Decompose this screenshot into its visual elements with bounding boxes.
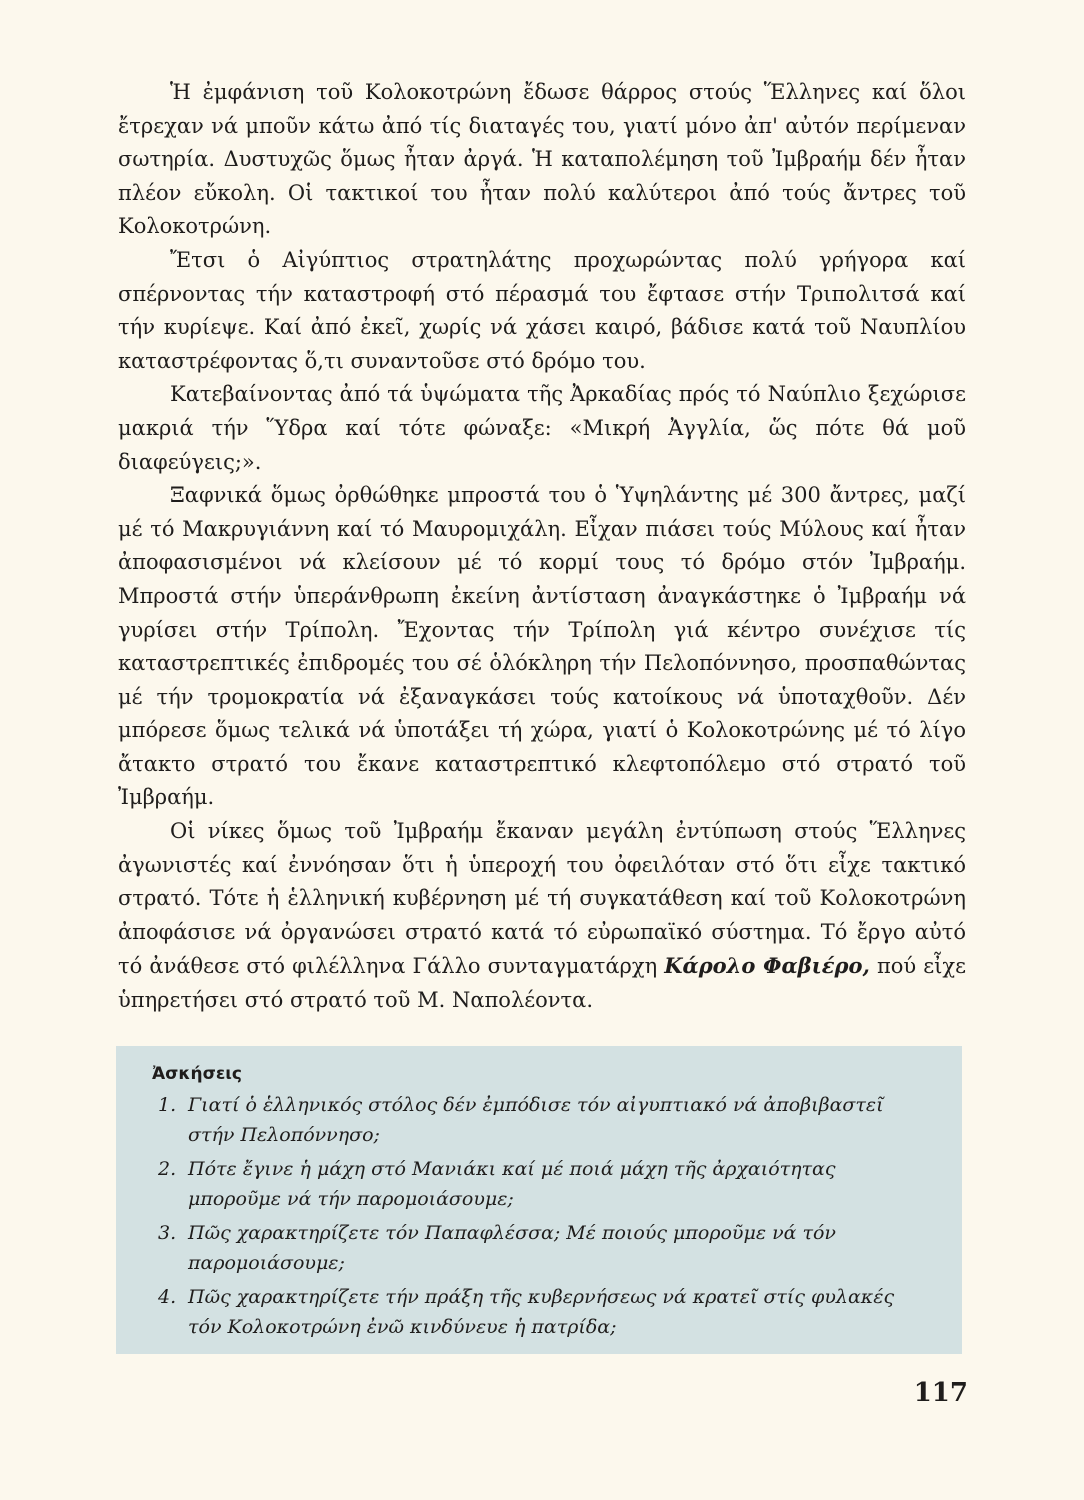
exercise-item (140, 1218, 932, 1278)
exercise-text: Πότε ἔγινε ἡ μάχη στό Μανιάκι καί μέ ποιά μάχη τῆς ἀρχαιότητας μποροῦμε νά τήν παρομοιάσουμε; (188, 1158, 836, 1210)
exercise-item (140, 1154, 932, 1214)
main-text (118, 76, 966, 1018)
paragraph-1: Ἡ ἐμφάνιση τοῦ Κολοκοτρώνη ἔδωσε θάρρος στούς Ἕλληνες καί ὅλοι ἔτρεχαν νά μποῦν κάτω ἀπό τίς διαταγές του, γιατί μόνο ἀπ' αὐτόν περίμεναν σωτηρία. Δυστυχῶς ὅμως ἦταν ἀργά. Ἡ καταπολέμηση τοῦ Ἰμβραήμ δέν ἦταν πλέον εὔκολη. Οἱ τακτικοί του ἦταν πολύ καλύτεροι ἀπό τούς ἄντρες τοῦ Κολοκοτρώνη. (118, 80, 966, 239)
exercise-item (140, 1282, 932, 1342)
exercise-number: 4. (158, 1286, 177, 1308)
paragraph-3: Κατεβαίνοντας ἀπό τά ὑψώματα τῆς Ἀρκαδίας πρός τό Ναύπλιο ξεχώρισε μακριά τήν Ὕδρα καί τότε φώναξε: «Μικρή Ἀγγλία, ὥς πότε θά μοῦ διαφεύγεις;». (118, 382, 966, 474)
favier-name: Κάρολο Φαβιέρο, (664, 953, 870, 979)
exercise-item (140, 1090, 932, 1150)
paragraph-2: Ἔτσι ὁ Αἰγύπτιος στρατηλάτης προχωρώντας πολύ γρήγορα καί σπέρνοντας τήν καταστροφή στό πέρασμά του ἔφτασε στήν Τριπολιτσά καί τήν κυρίεψε. Καί ἀπό ἐκεῖ, χωρίς νά χάσει καιρό, βάδισε κατά τοῦ Ναυπλίου καταστρέφοντας ὅ,τι συναντοῦσε στό δρόμο του. (118, 247, 966, 373)
paragraph-5-text-after: πού εἶχε ὑπηρετήσει στό στρατό τοῦ Μ. Ναπολέοντα. (118, 954, 966, 1013)
page-number: 117 (913, 1378, 968, 1408)
exercises-title: Ἀσκήσεις (152, 1064, 242, 1084)
exercise-text: Γιατί ὁ ἑλληνικός στόλος δέν ἐμπόδισε τόν αἰγυπτιακό νά ἀποβιβαστεῖ στήν Πελοπόννησο; (188, 1094, 884, 1146)
exercise-number: 3. (158, 1222, 177, 1244)
exercise-list (140, 1090, 932, 1342)
paragraph-5-text-before: Οἱ νίκες ὅμως τοῦ Ἰμβραήμ ἔκαναν μεγάλη ἐντύπωση στούς Ἕλληνες ἀγωνιστές καί ἐννόησαν ὅτι ἡ ὑπεροχή του ὀφειλόταν στό ὅτι εἶχε τακτικό στρατό. Τότε ἡ ἑλληνική κυβέρνηση μέ τή συγκατάθεση καί τοῦ Κολοκοτρώνη ἀποφάσισε νά ὀργανώσει στρατό κατά τό εὐρωπαϊκό σύστημα. Τό ἔργο αὐτό τό ἀνάθεσε στό φιλέλληνα Γάλλο συνταγματάρχη (118, 819, 966, 979)
exercises-box (116, 1046, 962, 1354)
exercise-number: 2. (158, 1158, 177, 1180)
paragraph-4: Ξαφνικά ὅμως ὀρθώθηκε μπροστά του ὁ Ὑψηλάντης μέ 300 ἄντρες, μαζί μέ τό Μακρυγιάννη καί τό Μαυρομιχάλη. Εἶχαν πιάσει τούς Μύλους καί ἦταν ἀποφασισμένοι νά κλείσουν μέ τό κορμί τους τό δρόμο στόν Ἰμβραήμ. Μπροστά στήν ὑπεράνθρωπη ἐκείνη ἀντίσταση ἀναγκάστηκε ὁ Ἰμβραήμ νά γυρίσει στήν Τρίπολη. Ἔχοντας τήν Τρίπολη γιά κέντρο συνέχισε τίς καταστρεπτικές ἐπιδρομές του σέ ὁλόκληρη τήν Πελοπόννησο, προσπαθώντας μέ τήν τρομοκρατία νά ἐξαναγκάσει τούς κατοίκους νά ὑποταχθοῦν. Δέν μπόρεσε ὅμως τελικά νά ὑποτάξει τή χώρα, γιατί ὁ Κολοκοτρώνης μέ τό λίγο ἄτακτο στρατό του ἔκανε καταστρεπτικό κλεφτοπόλεμο στό στρατό τοῦ Ἰμβραήμ. (118, 483, 966, 810)
exercise-text: Πῶς χαρακτηρίζετε τόν Παπαφλέσσα; Μέ ποιούς μποροῦμε νά τόν παρομοιάσουμε; (188, 1222, 836, 1274)
exercise-text: Πῶς χαρακτηρίζετε τήν πράξη τῆς κυβερνήσεως νά κρατεῖ στίς φυλακές τόν Κολοκοτρώνη ἐνῶ κινδύνευε ἡ πατρίδα; (188, 1286, 895, 1338)
paragraph-5 (118, 815, 966, 1018)
exercise-number: 1. (158, 1094, 177, 1116)
